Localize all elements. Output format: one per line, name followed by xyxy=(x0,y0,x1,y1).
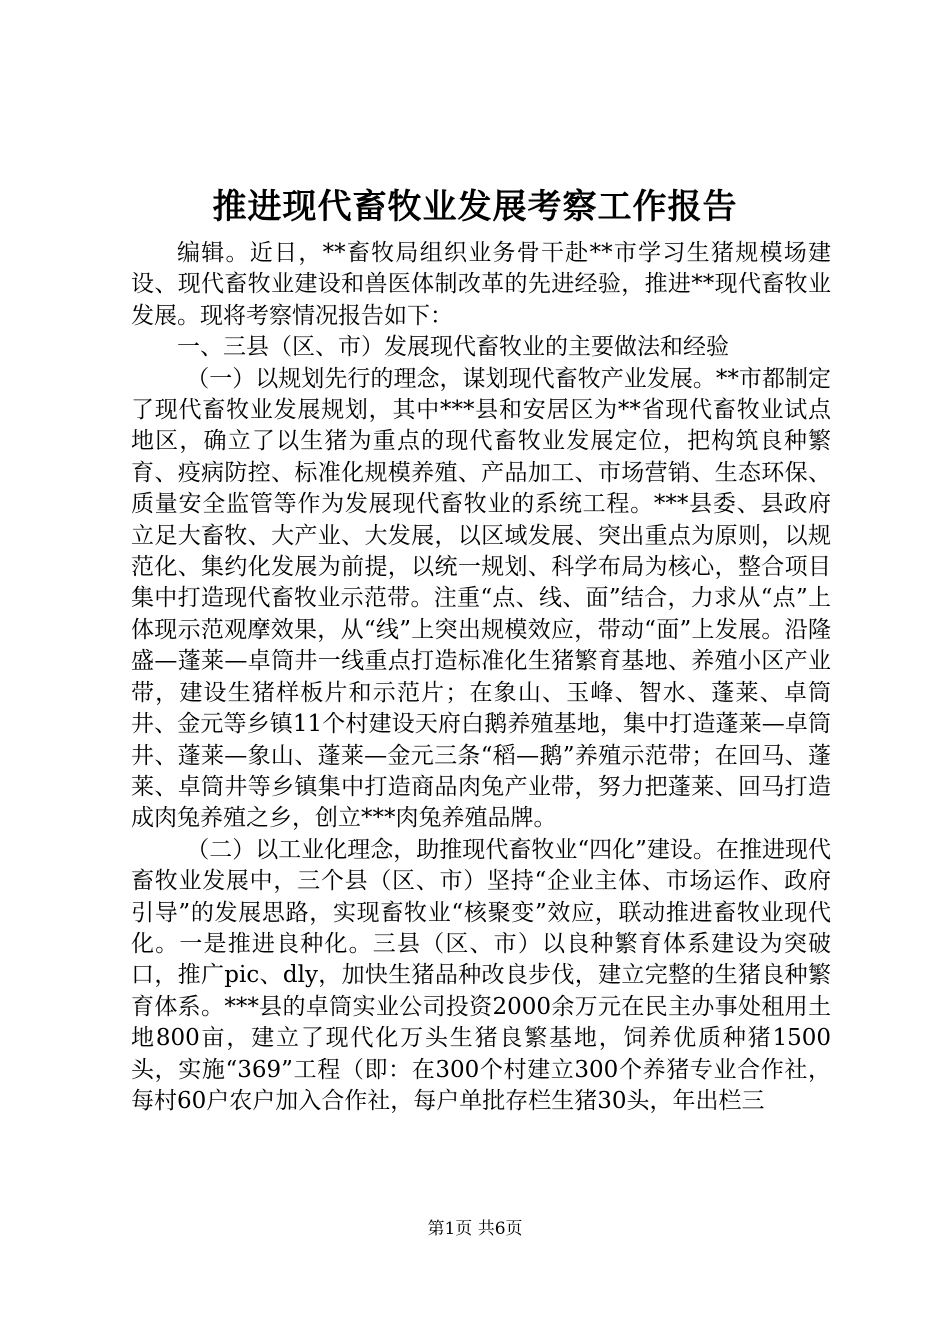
document-body xyxy=(131,238,831,1117)
document-title: 推进现代畜牧业发展考察工作报告 xyxy=(212,187,738,227)
paragraph-industrialization: （二）以工业化理念，助推现代畜牧业“四化”建设。在推进现代畜牧业发展中，三个县（区、市）坚持“企业主体、市场运作、政府引导”的发展思路，实现畜牧业“核聚变”效应，联动推进畜牧业现代化。一是推进良种化。三县（区、市）以良种繁育体系建设为突破口，推广pic、dly，加快生猪品种改良步伐，建立完整的生猪良种繁育体系。***县的卓筒实业公司投资2000余万元在民主办事处租用土地800亩，建立了现代化万头生猪良繁基地，饲养优质种猪1500头，实施“369”工程（即：在300个村建立300个养猪专业合作社，每村60户农户加入合作社，每户单批存栏生猪30头，年出栏三 xyxy=(131,836,831,1114)
paragraph-intro: 编辑。近日，**畜牧局组织业务骨干赴**市学习生猪规模场建设、现代畜牧业建设和兽医体制改革的先进经验，推进**现代畜牧业发展。现将考察情况报告如下： xyxy=(131,240,831,329)
paragraph-section-heading: 一、三县（区、市）发展现代畜牧业的主要做法和经验 xyxy=(177,334,729,361)
paragraph-planning: （一）以规划先行的理念，谋划现代畜牧产业发展。**市都制定了现代畜牧业发展规划，其中***县和安居区为**省现代畜牧业试点地区，确立了以生猪为重点的现代畜牧业发展定位，把构筑良种繁育、疫病防控、标准化规模养殖、产品加工、市场营销、生态环保、质量安全监管等作为发展现代畜牧业的系统工程。***县委、县政府立足大畜牧、大产业、大发展，以区域发展、突出重点为原则，以规范化、集约化发展为前提，以统一规划、科学布局为核心，整合项目集中打造现代畜牧业示范带。注重“点、线、面”结合，力求从“点”上体现示范观摩效果，从“线”上突出规模效应，带动“面”上发展。沿隆盛—蓬莱—卓筒井一线重点打造标准化生猪繁育基地、养殖小区产业带，建设生猪样板片和示范片；在象山、玉峰、智水、蓬莱、卓筒井、金元等乡镇11个村建设天府白鹅养殖基地，集中打造蓬莱—卓筒井、蓬莱—象山、蓬莱—金元三条“稻—鹅”养殖示范带；在回马、蓬莱、卓筒井等乡镇集中打造商品肉兔产业带，努力把蓬莱、回马打造成肉兔养殖之乡，创立***肉兔养殖品牌。 xyxy=(131,365,831,832)
page-footer: 第1页 共6页 xyxy=(427,1219,523,1239)
